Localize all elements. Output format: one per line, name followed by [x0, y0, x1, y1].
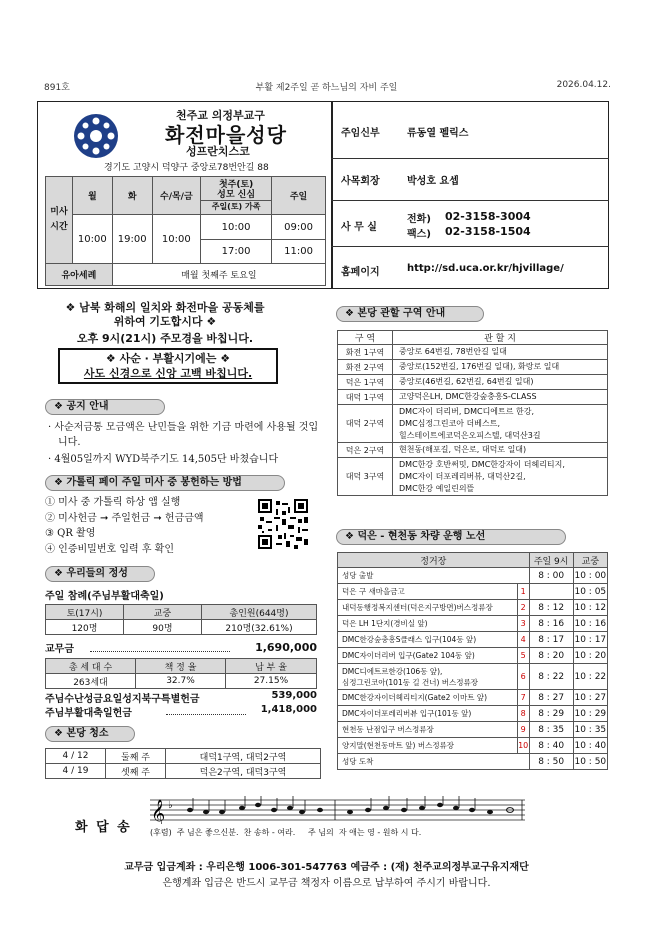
shuttle-header-9am: 주일 9시: [529, 553, 573, 568]
district-row: [338, 345, 608, 360]
shuttle-time-9am: 8 : 29: [529, 706, 573, 722]
music-staff-icon: [150, 796, 525, 824]
stat-value-assessed: 32.7%: [136, 674, 226, 689]
prayer-line-1: ❖ 남북 화해의 일치와 화전마을 공동체를: [65, 301, 265, 314]
feast-offering-value: 1,418,000: [260, 704, 317, 715]
shuttle-stop-name: 내덕동행정복지센터(덕은지구방면)버스정류장: [338, 600, 518, 616]
mass-sat-time-1: 10:00: [201, 215, 272, 240]
cleaning-row: 4 / 19 셋째 주 덕은2구역, 대덕3구역: [46, 764, 321, 779]
shuttle-time-main: 10 : 29: [573, 706, 607, 722]
shuttle-row: [338, 690, 608, 706]
shuttle-time-9am: 8 : 17: [529, 632, 573, 648]
liturgical-theme: 부활 제2주일 곧 하느님의 자비 주일: [255, 83, 398, 93]
mass-day-sat: [201, 177, 272, 215]
creed-box: [58, 348, 278, 384]
shuttle-stop-number: 1: [517, 584, 529, 600]
district-header-area: 관 할 지: [393, 331, 608, 345]
qr-code-icon[interactable]: [258, 499, 308, 549]
district-row: [338, 443, 608, 458]
diamond-icon: ❖: [54, 401, 67, 412]
shuttle-row: [338, 722, 608, 738]
cleaning-row: 4 / 12 둘째 주 대덕1구역, 대덕2구역: [46, 749, 321, 764]
dues-value: 1,690,000: [255, 641, 317, 654]
mass-day-tue: 화: [112, 177, 152, 215]
shuttle-stop-name: 양지말(현천동마트 앞) 버스정류장: [338, 738, 518, 754]
mass-sun-time-1: 09:00: [272, 215, 326, 240]
district-zone: 화전 2구역: [338, 360, 393, 375]
shuttle-stop-number: 8: [517, 706, 529, 722]
district-area: 현천동(해포길, 덕은로, 대덕로 일대): [393, 443, 608, 458]
catholic-pay-steps: [45, 495, 204, 557]
diocese-name: 천주교 의정부교구: [176, 109, 265, 122]
shuttle-stop-name: 성당 출발: [338, 568, 530, 584]
shuttle-stop-name: DMC자이더리버 입구(Gate2 104동 앞): [338, 648, 518, 664]
shuttle-time-9am: 8 : 20: [529, 648, 573, 664]
shuttle-stop-name: 현천동 난점입구 버스정류장: [338, 722, 518, 738]
district-area: DMC한강 호반써밋, DMC한강자이 더헤리티지, DMC자이 더포레리버뷰, 대덕산2길, DMC한강 예일린의뜰: [393, 458, 608, 496]
shuttle-time-main: 10 : 16: [573, 616, 607, 632]
diamond-icon: ❖: [54, 568, 67, 579]
district-zone: 대덕 2구역: [338, 405, 393, 443]
shuttle-row: [338, 706, 608, 722]
church-address: 경기도 고양시 덕양구 중앙로78번안길 88: [104, 163, 269, 173]
district-zone: 덕은 1구역: [338, 375, 393, 390]
shuttle-time-main: 10 : 05: [573, 584, 607, 600]
district-zone: 대덕 1구역: [338, 390, 393, 405]
district-area: 고양덕은LH, DMC한강숲충흥S-CLASS: [393, 390, 608, 405]
shuttle-time-9am: 8 : 50: [529, 754, 573, 770]
dues-leader: [90, 651, 230, 652]
shuttle-stop-number: 2: [517, 600, 529, 616]
pay-step-1: ① 미사 중 가톨릭 하상 앱 실행: [45, 497, 181, 508]
shuttle-time-main: 10 : 20: [573, 648, 607, 664]
feast-offering-label: 주님부활대축일헌금: [45, 708, 132, 719]
response-label: 화 답 송: [75, 820, 132, 835]
shuttle-row: [338, 584, 608, 600]
special-offering-value: 539,000: [271, 690, 317, 701]
mass-day-mon: 월: [72, 177, 112, 215]
mass-wed-time: 10:00: [152, 215, 200, 264]
attendance-table: [45, 604, 317, 635]
mass-times-table: [45, 176, 326, 286]
infant-baptism-label: 유아세례: [46, 264, 113, 286]
tel-label: 전화): [407, 214, 431, 225]
pay-step-4: ④ 인증비밀번호 입력 후 확인: [45, 543, 174, 555]
shuttle-time-9am: 8 : 12: [529, 600, 573, 616]
shuttle-stop-name: DMC디에트르한강(106동 앞), 심정그린코아(101동 길 건너) 버스정류장: [338, 664, 518, 690]
district-row: [338, 390, 608, 405]
web-link[interactable]: http://sd.uca.or.kr/hjvillage/: [407, 263, 564, 274]
diamond-icon: ❖: [216, 352, 231, 365]
diamond-icon: ❖: [345, 308, 358, 319]
shuttle-stop-number: 9: [517, 722, 529, 738]
district-area: 중앙로(46번길, 62번길, 64번길 일대): [393, 375, 608, 390]
diamond-icon: ❖: [202, 315, 217, 328]
mass-sun-time-2: 11:00: [272, 240, 326, 264]
district-zone: 덕은 2구역: [338, 443, 393, 458]
district-zone: 대덕 3구역: [338, 458, 393, 496]
diamond-icon: ❖: [65, 301, 80, 314]
prayer-text: [0, 301, 330, 346]
shuttle-time-9am: [529, 584, 573, 600]
shuttle-stop-number: 10: [517, 738, 529, 754]
att-value-main: 90명: [124, 620, 202, 635]
shuttle-time-9am: 8 : 27: [529, 690, 573, 706]
bulletin-date: 2026.04.12.: [556, 80, 611, 90]
stat-header-households: 총 세 대 수: [46, 659, 136, 674]
chair-name: 박성호 요셉: [407, 176, 459, 187]
shuttle-row: [338, 754, 608, 770]
diamond-icon: ❖: [105, 352, 120, 365]
dues-stat-table: [45, 658, 317, 689]
office-label: 사 무 실: [341, 222, 377, 233]
info-divider-1: [331, 158, 609, 159]
shuttle-time-main: 10 : 17: [573, 632, 607, 648]
shuttle-time-main: 10 : 00: [573, 568, 607, 584]
shuttle-stop-number: 6: [517, 664, 529, 690]
mass-day-wed-fri: 수/목/금: [152, 177, 200, 215]
fax-number: 02-3158-1504: [445, 225, 531, 238]
diamond-icon: ❖: [54, 477, 67, 488]
special-offering-label: 주님수난성금요일성지북구특별헌금: [45, 694, 200, 705]
shuttle-stop-number: 4: [517, 632, 529, 648]
district-zone: 화전 1구역: [338, 345, 393, 360]
shuttle-time-main: 10 : 50: [573, 754, 607, 770]
shuttle-time-main: 10 : 35: [573, 722, 607, 738]
mass-mon-time: 10:00: [72, 215, 112, 264]
mass-row-label: 미사 시간: [46, 177, 73, 264]
shuttle-row: [338, 616, 608, 632]
shuttle-table: [337, 552, 608, 770]
issue-number: 891호: [44, 83, 70, 93]
att-value-total: 210명(32.61%): [202, 620, 317, 635]
shuttle-stop-number: 5: [517, 648, 529, 664]
mass-sat-sub: 주일(토) 가족: [201, 200, 271, 212]
pay-step-2: ② 미사헌금 ➞ 주일헌금 ➞ 헌금금액: [45, 512, 204, 524]
prayer-line-3: 오후 9시(21시) 주모경을 바칩니다.: [76, 332, 254, 345]
shuttle-title: ❖ 덕은 - 현천동 차량 운행 노선: [336, 529, 566, 545]
mass-sat-time-2: 17:00: [201, 240, 272, 264]
church-patron: 성프란치스코: [186, 145, 250, 158]
shuttle-row: [338, 664, 608, 690]
notice-item-2: · 4월05일까지 WYD북주기도 14,505단 바쳤습니다: [48, 454, 279, 465]
districts-table: [337, 330, 608, 496]
shuttle-stop-name: 덕은 LH 1단지(경비실 앞): [338, 616, 518, 632]
creed-line-2: 사도 신경으로 신앙 고백 바칩니다.: [83, 367, 253, 380]
footer-account: 교무금 입금계좌 : 우리은행 1006-301-547763 예금주 : (재) 천주교의정부교구유지재단: [124, 862, 529, 873]
shuttle-row: [338, 600, 608, 616]
shuttle-header-stop: 정거장: [338, 553, 530, 568]
attendance-title: 주일 참례(주님부활대축일): [45, 591, 164, 602]
district-area: 중앙로(152번길, 176번길 일대), 화랑로 일대: [393, 360, 608, 375]
district-area: 중앙로 64번길, 78번안길 일대: [393, 345, 608, 360]
shuttle-row: [338, 738, 608, 754]
notice-item-1: · 사순저금통 모금액은 난민들을 위한 기금 마련에 사용될 것입니다.: [48, 422, 319, 448]
att-value-sat: 120명: [46, 620, 124, 635]
svg-text:𝄞: 𝄞: [151, 799, 166, 824]
creed-line-1: ❖ 사순 · 부활시기에는 ❖: [105, 352, 231, 365]
info-divider-2: [331, 200, 609, 201]
stat-header-assessed: 책 정 율: [136, 659, 226, 674]
district-row: [338, 405, 608, 443]
shuttle-header-main: 교중: [573, 553, 607, 568]
shuttle-stop-name: DMC한강숲충흥S클래스 입구(104동 앞): [338, 632, 518, 648]
shuttle-stop-name: DMC자이더포레리버뷰 입구(101동 앞): [338, 706, 518, 722]
prayer-line-2: 위하여 기도합시다 ❖: [113, 315, 217, 328]
district-row: [338, 375, 608, 390]
shuttle-time-main: 10 : 40: [573, 738, 607, 754]
offering-title: ❖ 우리들의 정성: [45, 566, 155, 582]
tel-number[interactable]: 02-3158-3004: [445, 210, 531, 223]
church-name: 화전마을성당: [165, 123, 287, 147]
web-label: 홈페이지: [341, 267, 380, 278]
districts-title: ❖ 본당 관할 구역 안내: [336, 306, 484, 322]
shuttle-row: [338, 632, 608, 648]
shuttle-stop-name: DMC한강자이더헤리티지(Gate2 이마트 앞): [338, 690, 518, 706]
footer-note: 은행계좌 입금은 반드시 교무금 책정자 이름으로 납부하여 주시기 바랍니다.: [162, 878, 491, 889]
att-header-total: 총인원(644명): [202, 605, 317, 620]
pastor-label: 주임신부: [341, 128, 380, 139]
district-header-zone: 구 역: [338, 331, 393, 345]
diamond-icon: ❖: [345, 531, 358, 542]
cleaning-table: [45, 748, 321, 779]
shuttle-time-9am: 8 : 00: [529, 568, 573, 584]
stat-value-paid: 27.15%: [226, 674, 317, 689]
shuttle-stop-number: 7: [517, 690, 529, 706]
shuttle-time-9am: 8 : 40: [529, 738, 573, 754]
district-row: [338, 360, 608, 375]
notice-title: ❖ 공지 안내: [45, 399, 165, 415]
cleaning-title: ❖ 본당 청소: [45, 726, 135, 742]
shuttle-time-9am: 8 : 22: [529, 664, 573, 690]
district-area: DMC자이 더리버, DMC디에트르 한강, DMC심정그린코아 더베스트, 힐스테이트에코덕은오피스텔, 대덕산3길: [393, 405, 608, 443]
shuttle-time-9am: 8 : 35: [529, 722, 573, 738]
shuttle-time-main: 10 : 22: [573, 664, 607, 690]
stat-header-paid: 납 부 율: [226, 659, 317, 674]
mass-day-sun: 주일: [272, 177, 326, 215]
response-lyrics: (후렴) 주 님은 좋으신분. 찬 송하 - 여라. 주 님의 자 애는 영 - 원하 시 다.: [150, 828, 422, 837]
pastor-name: 류동열 펠릭스: [407, 128, 469, 139]
diamond-icon: ❖: [54, 728, 67, 739]
shuttle-time-9am: 8 : 16: [529, 616, 573, 632]
church-logo-icon: [73, 113, 119, 159]
svg-text:♭: ♭: [168, 800, 173, 811]
shuttle-row: [338, 568, 608, 584]
shuttle-row: [338, 648, 608, 664]
district-row: [338, 458, 608, 496]
att-header-sat: 토(17시): [46, 605, 124, 620]
mass-sat-label: 첫주(토) 성모 신심: [217, 180, 256, 200]
shuttle-stop-name: 덕은 구 새마을금고: [338, 584, 518, 600]
shuttle-time-main: 10 : 27: [573, 690, 607, 706]
shuttle-stop-name: 성당 도착: [338, 754, 530, 770]
info-divider-3: [331, 246, 609, 247]
stat-value-households: 263세대: [46, 674, 136, 689]
shuttle-time-main: 10 : 12: [573, 600, 607, 616]
shuttle-stop-number: 3: [517, 616, 529, 632]
dues-label: 교무금: [45, 644, 74, 655]
chair-label: 사목회장: [341, 176, 380, 187]
mass-tue-time: 19:00: [112, 215, 152, 264]
feast-leader: [166, 714, 246, 715]
pay-step-3: ③ QR 촬영: [45, 528, 96, 539]
fax-label: 팩스): [407, 229, 431, 240]
catholic-pay-title: ❖ 가톨릭 페이 주일 미사 중 봉헌하는 방법: [45, 475, 285, 491]
infant-baptism-value: 매월 첫째주 토요일: [112, 264, 325, 286]
att-header-main: 교중: [124, 605, 202, 620]
notice-list: [48, 420, 320, 467]
frame-divider: [331, 101, 333, 289]
